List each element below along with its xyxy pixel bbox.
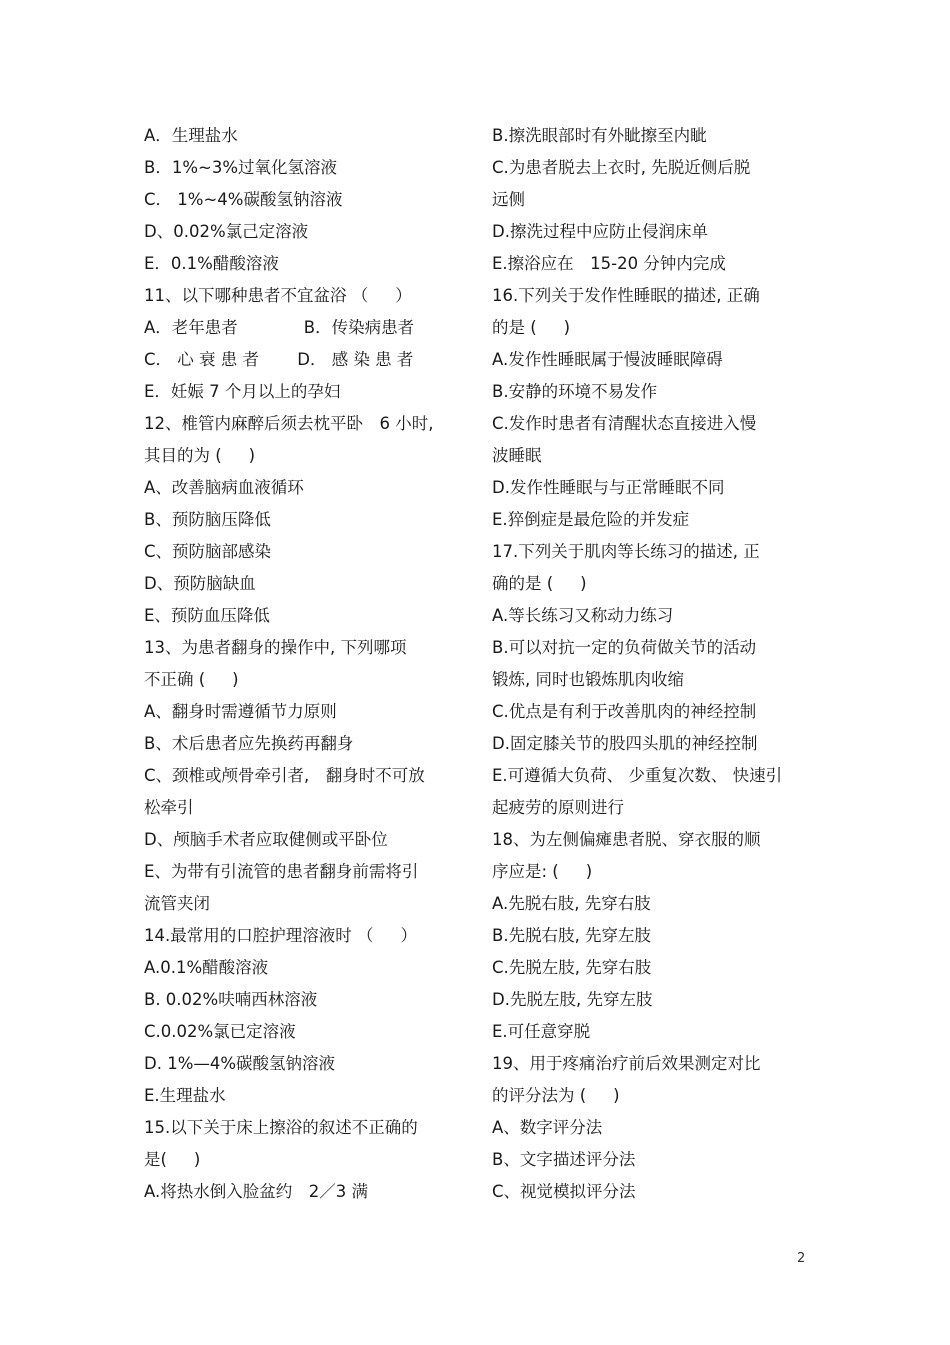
text-line: A.等长练习又称动力练习 — [492, 606, 674, 625]
text-line: C.发作时患者有清醒状态直接进入慢 — [492, 414, 757, 433]
text-line: B.擦洗眼部时有外眦擦至内眦 — [492, 126, 707, 145]
text-line: C.0.02%氯已定溶液 — [144, 1022, 296, 1041]
text-line: A、改善脑病血液循环 — [144, 478, 304, 497]
text-line: B．1%~3%过氧化氢溶液 — [144, 158, 337, 177]
text-line: 的是 ( ) — [492, 318, 571, 337]
text-line: A.将热水倒入脸盆约 2／3 满 — [144, 1182, 368, 1201]
text-line: C、预防脑部感染 — [144, 542, 272, 561]
text-line: E.可任意穿脱 — [492, 1022, 591, 1041]
text-line: 14.最常用的口腔护理溶液时 （ ） — [144, 926, 417, 945]
page-number: 2 — [797, 1251, 806, 1266]
text-line: 11、以下哪种患者不宜盆浴 （ ） — [144, 286, 412, 305]
text-line: 流管夹闭 — [144, 894, 210, 913]
text-line: 15.以下关于床上擦浴的叙述不正确的 — [144, 1118, 418, 1137]
text-line: E.可遵循大负荷、 少重复次数、 快速引 — [492, 766, 783, 785]
text-line: B.安静的环境不易发作 — [492, 382, 658, 401]
text-line: B. 0.02%呋喃西林溶液 — [144, 990, 318, 1009]
text-line: 远侧 — [492, 190, 525, 209]
left-text-column — [144, 120, 462, 1208]
text-line: 确的是 ( ) — [492, 574, 587, 593]
text-line: E．0.1%醋酸溶液 — [144, 254, 279, 273]
text-line: 18、为左侧偏瘫患者脱、穿衣服的顺 — [492, 830, 761, 849]
text-line: 12、椎管内麻醉后须去枕平卧 6 小时, — [144, 414, 434, 433]
text-line: E.猝倒症是最危险的并发症 — [492, 510, 690, 529]
text-line: D、颅脑手术者应取健侧或平卧位 — [144, 830, 388, 849]
text-line: D.发作性睡眠与与正常睡眠不同 — [492, 478, 725, 497]
text-line: 不正确 ( ) — [144, 670, 239, 689]
text-line: C、颈椎或颅骨牵引者, 翻身时不可放 — [144, 766, 425, 785]
text-line: C.先脱左肢, 先穿右肢 — [492, 958, 652, 977]
text-line: B.先脱右肢, 先穿左肢 — [492, 926, 652, 945]
right-text-column — [492, 120, 812, 1208]
text-line: A、数字评分法 — [492, 1118, 603, 1137]
text-line: C.优点是有利于改善肌肉的神经控制 — [492, 702, 757, 721]
text-line: 起疲劳的原则进行 — [492, 798, 624, 817]
text-line: D. 1%—4%碳酸氢钠溶液 — [144, 1054, 336, 1073]
text-line: A.先脱右肢, 先穿右肢 — [492, 894, 651, 913]
text-line: 的评分法为 ( ) — [492, 1086, 620, 1105]
text-line: E、为带有引流管的患者翻身前需将引 — [144, 862, 419, 881]
text-line: B、预防脑压降低 — [144, 510, 271, 529]
text-line: 锻炼, 同时也锻炼肌肉收缩 — [492, 670, 684, 689]
text-line: 13、为患者翻身的操作中, 下列哪项 — [144, 638, 407, 657]
text-line: A、翻身时需遵循节力原则 — [144, 702, 337, 721]
text-line: 其目的为 ( ) — [144, 446, 256, 465]
text-line: B、文字描述评分法 — [492, 1150, 636, 1169]
text-line: E、预防血压降低 — [144, 606, 270, 625]
text-line: E．妊娠 7 个月以上的孕妇 — [144, 382, 341, 401]
text-line: C、视觉模拟评分法 — [492, 1182, 636, 1201]
text-line: B、术后患者应先换药再翻身 — [144, 734, 354, 753]
text-line: D.先脱左肢, 先穿左肢 — [492, 990, 653, 1009]
text-line: 松牵引 — [144, 798, 194, 817]
text-line: D.固定膝关节的股四头肌的神经控制 — [492, 734, 758, 753]
text-line: C.为患者脱去上衣时, 先脱近侧后脱 — [492, 158, 751, 177]
text-line: D.擦洗过程中应防止侵润床单 — [492, 222, 708, 241]
text-line: 19、用于疼痛治疗前后效果测定对比 — [492, 1054, 761, 1073]
text-line: 序应是: ( ) — [492, 862, 593, 881]
text-line: E.擦浴应在 15-20 分钟内完成 — [492, 254, 726, 273]
text-line: D、预防脑缺血 — [144, 574, 256, 593]
text-line: A.0.1%醋酸溶液 — [144, 958, 269, 977]
text-line: A．生理盐水 — [144, 126, 238, 145]
text-line: D、0.02%氯己定溶液 — [144, 222, 309, 241]
text-line: 波睡眠 — [492, 446, 542, 465]
text-line: B.可以对抗一定的负荷做关节的活动 — [492, 638, 757, 657]
text-line: A．老年患者 B．传染病患者 — [144, 318, 415, 337]
text-line: C． 1%~4%碳酸氢钠溶液 — [144, 190, 343, 209]
text-line: C． 心 衰 患 者 D． 感 染 患 者 — [144, 350, 414, 369]
text-line: 16.下列关于发作性睡眠的描述, 正确 — [492, 286, 760, 305]
text-line: 是( ) — [144, 1150, 201, 1169]
text-line: E.生理盐水 — [144, 1086, 226, 1105]
text-line: A.发作性睡眠属于慢波睡眠障碍 — [492, 350, 723, 369]
text-line: 17.下列关于肌肉等长练习的描述, 正 — [492, 542, 760, 561]
